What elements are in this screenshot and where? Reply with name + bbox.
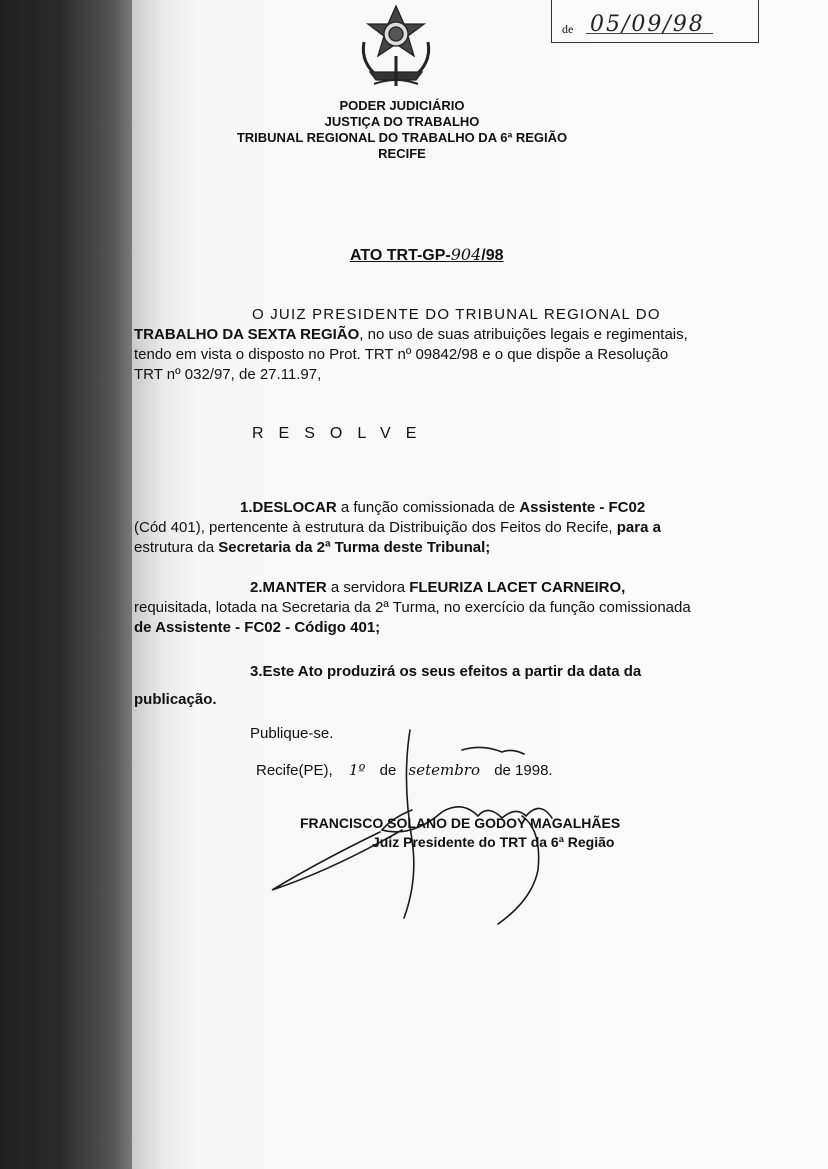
intro-line: O JUIZ PRESIDENTE DO TRIBUNAL REGIONAL DO: [252, 306, 661, 323]
publish-line: Publique-se.: [250, 725, 334, 742]
act-title-prefix: ATO TRT-GP-: [350, 247, 451, 264]
item1-line: (Cód 401), pertencente à estrutura da Distribuição dos Feitos do Recife, para a: [134, 519, 661, 536]
item3-line: publicação.: [134, 691, 217, 708]
intro-line: TRT nº 032/97, de 27.11.97,: [134, 366, 322, 383]
item2-line: 2.MANTER a servidora FLEURIZA LACET CARNEIRO,: [250, 579, 626, 596]
item3-line: 3.Este Ato produzirá os seus efeitos a partir da data da: [250, 663, 642, 680]
header-line: RECIFE: [378, 146, 426, 161]
resolve-heading: RESOLVE: [252, 425, 432, 442]
coat-of-arms-icon: [354, 2, 438, 90]
act-title: [350, 245, 504, 265]
date-line: Recife(PE), 1º de setembro de 1998.: [256, 761, 553, 779]
header-line: TRIBUNAL REGIONAL DO TRABALHO DA 6ª REGIÃO: [236, 130, 568, 145]
item1-line: 1.DESLOCAR a função comissionada de Assistente - FC02: [240, 499, 646, 516]
stamp-date: 05/09/98: [590, 12, 705, 37]
item1-line: estrutura da Secretaria da 2ª Turma deste Tribunal;: [134, 539, 491, 556]
header-line: JUSTIÇA DO TRABALHO: [324, 114, 480, 129]
scan-shadow: [0, 0, 150, 1169]
stamp-label: de: [562, 22, 574, 36]
act-number: 904: [450, 245, 482, 264]
signer-role: Juiz Presidente do TRT da 6ª Região: [372, 834, 615, 850]
document-page: [132, 0, 828, 1169]
item2-line: requisitada, lotada na Secretaria da 2ª Turma, no exercício da função comissionada: [134, 599, 691, 616]
intro-line: TRABALHO DA SEXTA REGIÃO, no uso de suas atribuições legais e regimentais,: [134, 326, 688, 343]
intro-line: tendo em vista o disposto no Prot. TRT nº 09842/98 e o que dispõe a Resolução: [134, 346, 669, 363]
header-line: PODER JUDICIÁRIO: [339, 98, 465, 113]
signer-name: FRANCISCO SOLANO DE GODOY MAGALHÃES: [300, 815, 621, 831]
item2-line: de Assistente - FC02 - Código 401;: [134, 619, 381, 636]
date-stamp: [551, 0, 759, 43]
letterhead: [132, 98, 672, 162]
act-title-suffix: /98: [481, 247, 504, 264]
